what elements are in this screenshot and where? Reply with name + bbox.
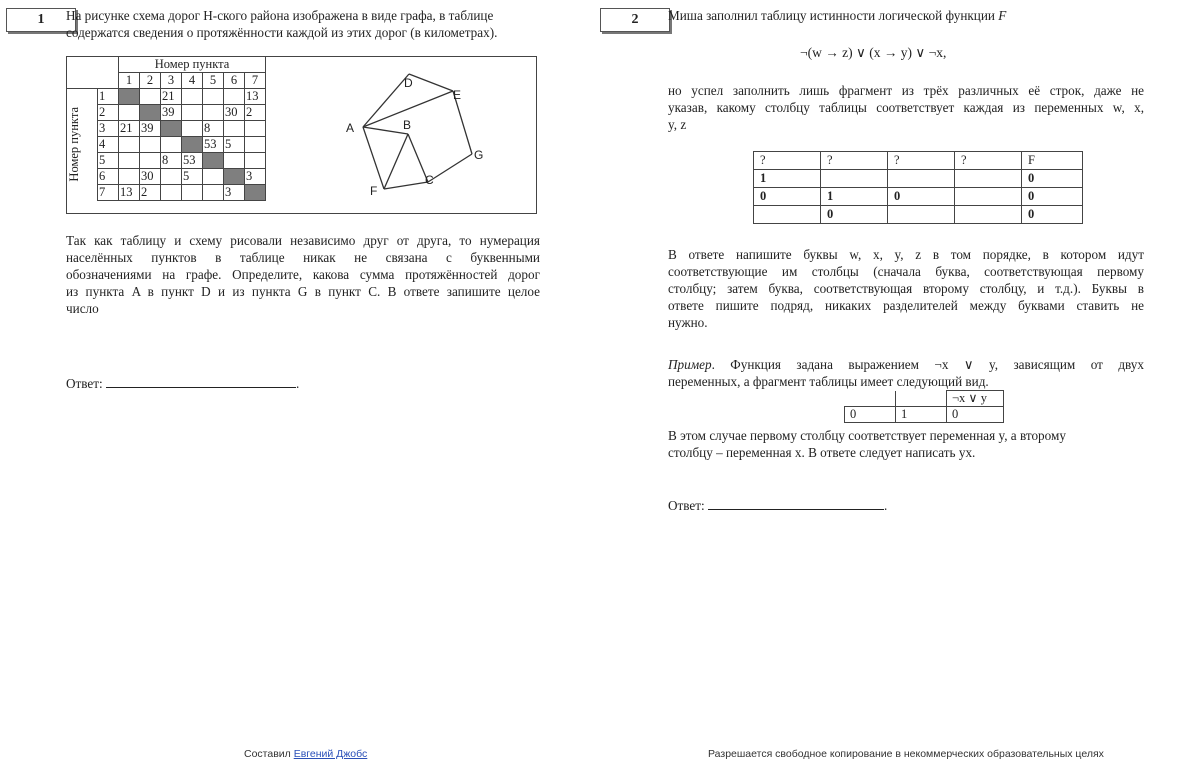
example-label: Пример [668, 357, 712, 372]
distance-table-cell [224, 153, 245, 169]
truth-table-cell [888, 170, 955, 188]
example-table-cell: 0 [947, 407, 1004, 423]
distance-table [67, 57, 266, 201]
distance-table-cell: 13 [119, 185, 140, 201]
edge-f-a [363, 127, 384, 189]
distance-table-cell: 39 [140, 121, 161, 137]
distance-table-cell [203, 169, 224, 185]
distance-table-cell [182, 185, 203, 201]
truth-table-row [754, 206, 1083, 224]
distance-table-col-label: 1 [119, 73, 140, 89]
truth-table-cell [955, 170, 1022, 188]
footer-author [244, 748, 367, 760]
distance-table-cell: 21 [119, 121, 140, 137]
distance-table-col-label: 3 [161, 73, 182, 89]
distance-table-row-label: 6 [98, 169, 119, 185]
truth-table-cell: 0 [821, 206, 888, 224]
task2-text-line: y, z [668, 117, 687, 132]
truth-table-cell [955, 206, 1022, 224]
distance-table-cell [224, 169, 245, 185]
distance-table-row-label: 7 [98, 185, 119, 201]
example-table-cell: 0 [845, 407, 896, 423]
truth-table-cell: 1 [821, 188, 888, 206]
task1-body-line: число [66, 301, 99, 316]
distance-table-cell [119, 153, 140, 169]
distance-table-col-label: 6 [224, 73, 245, 89]
distance-table-cell: 53 [182, 153, 203, 169]
truth-table-cell [754, 206, 821, 224]
distance-table-cell: 13 [245, 89, 266, 105]
distance-table-row-label: 5 [98, 153, 119, 169]
distance-table-cell: 39 [161, 105, 182, 121]
truth-table-cell: 0 [1022, 170, 1083, 188]
distance-table-cell [224, 121, 245, 137]
edge-b-f [384, 134, 408, 189]
distance-table-cell: 21 [161, 89, 182, 105]
distance-table-cell [224, 89, 245, 105]
footer-license: Разрешается свободное копирование в некоммерческих образовательных целях [708, 748, 1104, 760]
task2-answer-field[interactable] [708, 509, 884, 510]
task2-instructions [668, 246, 1144, 331]
distance-table-cell [203, 153, 224, 169]
task1-body-line: из пункта A в пункт D и из пункта G в пункт C. В ответе запишите целое [66, 284, 540, 299]
node-label-g: G [474, 148, 484, 162]
distance-table-cell: 30 [140, 169, 161, 185]
example-table-cell: 1 [896, 407, 947, 423]
edge-g-c [428, 154, 472, 182]
task2-number: 2 [600, 8, 670, 32]
distance-table-col-header: Номер пункта [119, 57, 266, 73]
example-table-row [845, 407, 1004, 423]
task2-after-line: столбцу – переменная x. В ответе следует написать yx. [668, 445, 976, 460]
distance-table-row [67, 89, 266, 105]
task2-text [668, 82, 1144, 133]
truth-table-row [754, 170, 1083, 188]
distance-table-col-label: 4 [182, 73, 203, 89]
truth-table-cell [888, 206, 955, 224]
task2-intro-var: F [998, 8, 1007, 23]
edge-c-f [384, 182, 428, 189]
distance-table-cell [182, 105, 203, 121]
distance-table-cell [119, 137, 140, 153]
distance-table-col-label: 2 [140, 73, 161, 89]
distance-table-cell [119, 169, 140, 185]
task1-number: 1 [6, 8, 76, 32]
task2-example [668, 356, 1144, 390]
example-line1: . Функция задана выражением ¬x ∨ y, зависящим от двух [711, 357, 1144, 372]
truth-table-cell: 1 [754, 170, 821, 188]
distance-table-cell [161, 137, 182, 153]
task2-instr-line: столбцу; затем буква, соответствующая второму столбцу, и т.д.). Буквы в [668, 281, 1144, 296]
task1-intro-line2: содержатся сведения о протяжённости каждой из этих дорог (в километрах). [66, 25, 498, 40]
distance-table-cell [203, 185, 224, 201]
task2-instr-line: ответе пишите подряд, никаких разделителей между буквами ставить не [668, 298, 1144, 313]
task1-body [66, 232, 540, 317]
task2-instr-line: В ответе напишите буквы w, x, y, z в том порядке, в котором идут [668, 247, 1144, 262]
node-label-a: A [346, 121, 355, 135]
truth-table-row [754, 188, 1083, 206]
distance-table-cell [182, 121, 203, 137]
truth-table-cell: ? [888, 152, 955, 170]
truth-table-cell [821, 170, 888, 188]
distance-table-cell [140, 105, 161, 121]
task1-body-line: обозначениями на графе. Определите, какова сумма протяжённостей дорог [66, 267, 540, 282]
example-line2: переменных, а фрагмент таблицы имеет следующий вид. [668, 374, 989, 389]
truth-table-cell: ? [754, 152, 821, 170]
distance-table-cell [182, 89, 203, 105]
task2-instr-line: соответствующие им столбцы (сначала буква, соответствующая первому [668, 264, 1144, 279]
task1-body-line: населённых пунктов в таблице никак не связана с буквенными [66, 250, 540, 265]
task1-answer: Ответ: . [66, 376, 300, 391]
distance-table-cell: 8 [161, 153, 182, 169]
node-label-d: D [404, 76, 413, 90]
task2-formula: ¬(w → z) ∨ (x → y) ∨ ¬x, [800, 45, 947, 60]
example-table-row [845, 391, 1004, 407]
edge-d-e [409, 74, 453, 91]
task2-answer-label: Ответ: [668, 498, 705, 513]
distance-table-cell: 5 [224, 137, 245, 153]
footer-author-link[interactable]: Евгений Джобс [293, 748, 368, 760]
truth-table-cell: 0 [888, 188, 955, 206]
distance-table-cell: 2 [245, 105, 266, 121]
example-table-cell [896, 391, 947, 407]
distance-table-cell [203, 105, 224, 121]
task1-intro-line1: На рисунке схема дорог Н-ского района изображена в виде графа, в таблице [66, 8, 494, 23]
truth-table-cell: 0 [1022, 206, 1083, 224]
distance-table-row [67, 153, 266, 169]
node-label-f: F [370, 184, 378, 198]
distance-table-cell: 8 [203, 121, 224, 137]
distance-table-row-label: 4 [98, 137, 119, 153]
road-graph [340, 64, 500, 204]
task1-body-line: Так как таблицу и схему рисовали независимо друг от друга, то нумерация [66, 233, 540, 248]
task1-answer-field[interactable] [106, 387, 296, 388]
truth-table-cell: ? [821, 152, 888, 170]
footer-author-prefix: Составил [244, 748, 294, 760]
truth-table [753, 151, 1083, 224]
truth-table-cell [955, 188, 1022, 206]
example-table [844, 390, 1004, 423]
truth-table-cell: 0 [754, 188, 821, 206]
distance-table-col-label: 7 [245, 73, 266, 89]
distance-table-cell: 3 [224, 185, 245, 201]
task2-intro [668, 7, 1006, 24]
distance-table-cell: 2 [140, 185, 161, 201]
task2-instr-line: нужно. [668, 315, 708, 330]
task2-intro-text: Миша заполнил таблицу истинности логической функции [668, 8, 999, 23]
task2-answer: Ответ: . [668, 498, 888, 513]
example-table-cell [845, 391, 896, 407]
edge-a-b [363, 127, 408, 134]
distance-table-cell [161, 185, 182, 201]
distance-table-row [67, 185, 266, 201]
distance-table-cell [161, 121, 182, 137]
distance-table-row [67, 137, 266, 153]
distance-table-cell: 3 [245, 169, 266, 185]
task2-text-line: но успел заполнить лишь фрагмент из трёх различных её строк, даже не [668, 83, 1144, 98]
task2-after [668, 427, 1144, 461]
truth-table-cell: F [1022, 152, 1083, 170]
distance-table-row-label: 2 [98, 105, 119, 121]
distance-table-row [67, 121, 266, 137]
distance-table-cell [245, 121, 266, 137]
distance-table-row [67, 105, 266, 121]
task1-intro [66, 7, 546, 41]
distance-table-cell [245, 185, 266, 201]
distance-table-cell [245, 153, 266, 169]
truth-table-row [754, 152, 1083, 170]
node-label-b: B [403, 118, 412, 132]
distance-table-cell [245, 137, 266, 153]
distance-table-cell [182, 137, 203, 153]
truth-table-cell: ? [955, 152, 1022, 170]
truth-table-cell: 0 [1022, 188, 1083, 206]
distance-table-row [67, 169, 266, 185]
distance-table-row-header: Номер пункта [67, 107, 81, 183]
distance-table-cell [140, 137, 161, 153]
distance-table-cell: 5 [182, 169, 203, 185]
distance-table-cell [119, 89, 140, 105]
example-table-cell: ¬x ∨ y [947, 391, 1004, 407]
node-label-c: C [425, 173, 434, 187]
distance-table-cell [119, 105, 140, 121]
distance-table-cell: 53 [203, 137, 224, 153]
task2-after-line: В этом случае первому столбцу соответствует переменная y, а второму [668, 428, 1066, 443]
task2-text-line: указав, какому столбцу таблицы соответствует каждая из переменных w, x, [668, 100, 1144, 115]
distance-table-cell [140, 89, 161, 105]
distance-table-cell [203, 89, 224, 105]
node-label-e: E [453, 88, 462, 102]
distance-table-row-label: 1 [98, 89, 119, 105]
distance-table-col-label: 5 [203, 73, 224, 89]
task1-answer-label: Ответ: [66, 376, 103, 391]
distance-table-cell [140, 153, 161, 169]
distance-table-cell [161, 169, 182, 185]
distance-table-cell: 30 [224, 105, 245, 121]
distance-table-row-label: 3 [98, 121, 119, 137]
